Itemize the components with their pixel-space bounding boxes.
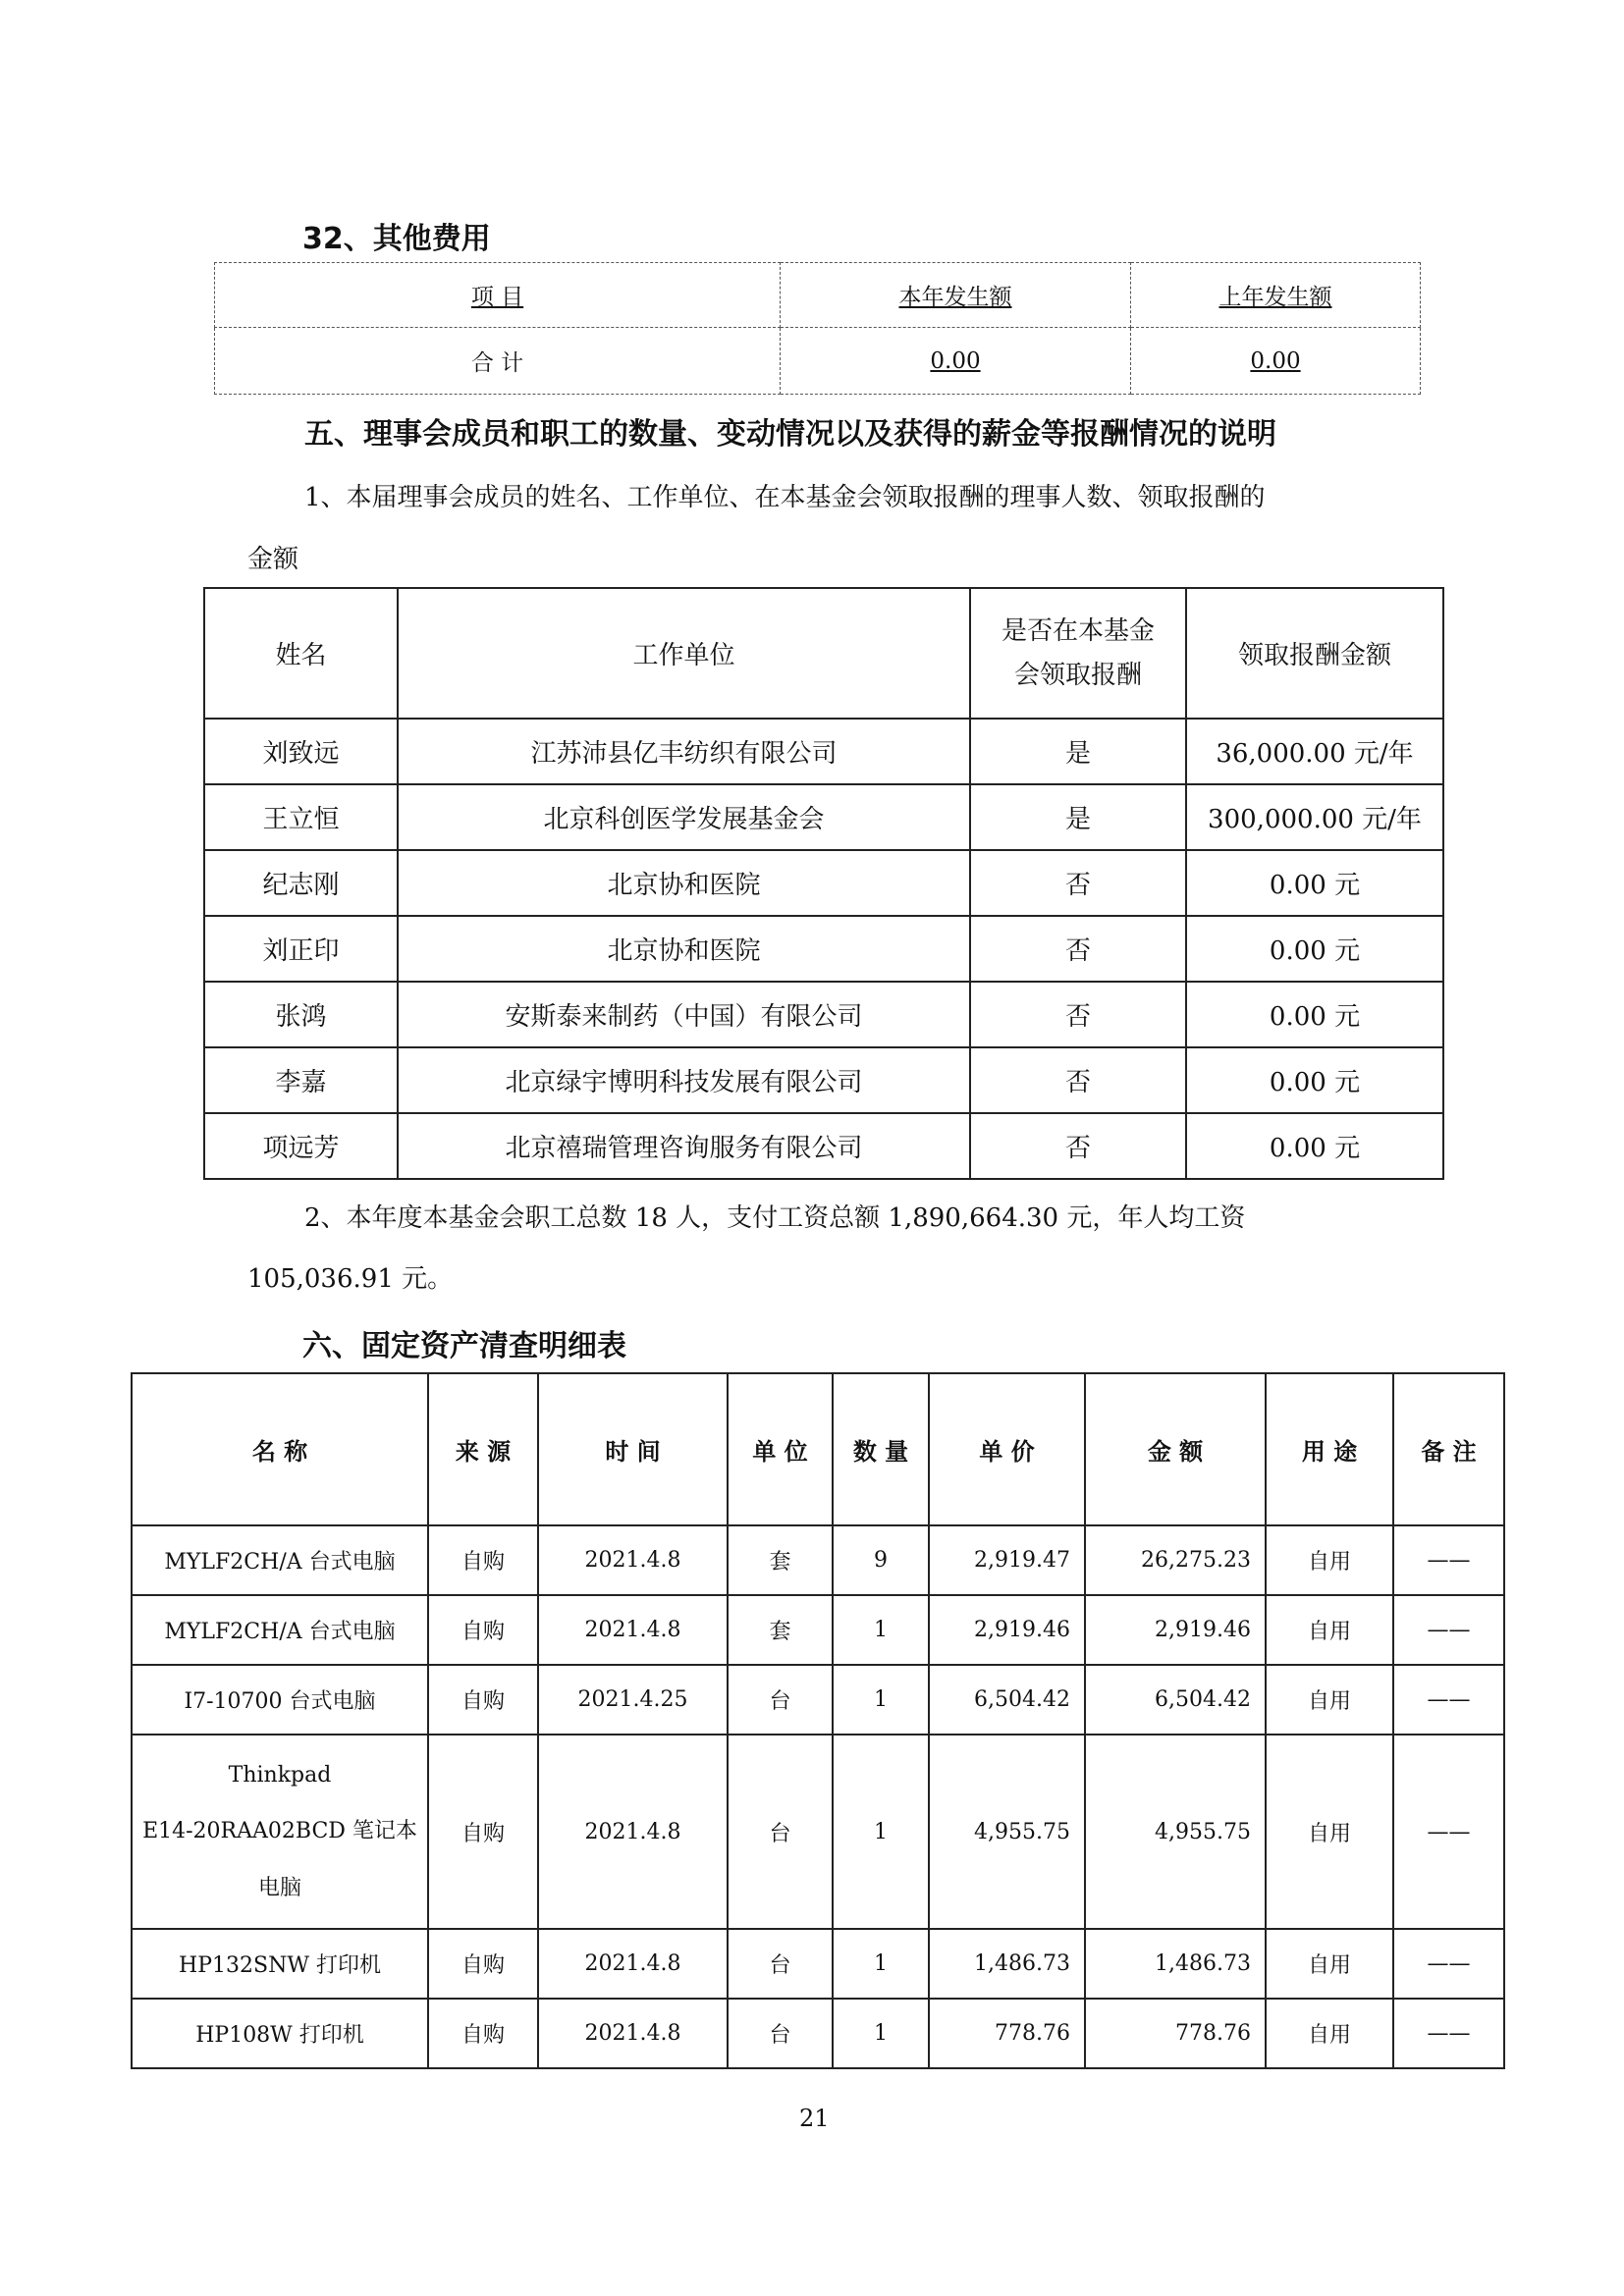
asset-qty: 1 [833,1929,929,1999]
asset-date: 2021.4.8 [538,1929,728,1999]
member-unit: 北京绿宇博明科技发展有限公司 [398,1047,970,1113]
member-amount: 0.00 元 [1186,916,1443,982]
asset-price: 2,919.46 [929,1595,1085,1665]
asset-use: 自用 [1266,1735,1393,1929]
asset-source: 自购 [428,1999,538,2068]
section-6-title: 六、固定资产清查明细表 [302,1329,626,1363]
asset-unit: 台 [728,1999,833,2068]
member-name: 刘致远 [204,719,398,784]
member-unit: 北京禧瑞管理咨询服务有限公司 [398,1113,970,1179]
col-header-paid-line1: 是否在本基金 [1001,616,1155,647]
col-header-name: 姓名 [204,588,398,719]
asset-amount: 778.76 [1085,1999,1266,2068]
asset-date: 2021.4.8 [538,1525,728,1595]
asset-name-line3: 电脑 [257,1875,301,1900]
asset-use: 自用 [1266,1999,1393,2068]
para2-line1: 2、本年度本基金会职工总数 18 人，支付工资总额 1,890,664.30 元，年人均工资 [304,1203,1246,1233]
asset-note: —— [1393,1665,1504,1735]
asset-use: 自用 [1266,1595,1393,1665]
asset-note: —— [1393,1735,1504,1929]
asset-name: I7-10700 台式电脑 [132,1665,428,1735]
col-header-name: 名 称 [132,1373,428,1525]
member-unit: 北京协和医院 [398,916,970,982]
asset-note: —— [1393,1595,1504,1665]
member-name: 纪志刚 [204,850,398,916]
member-paid: 否 [970,1113,1186,1179]
asset-name: HP108W 打印机 [132,1999,428,2068]
asset-source: 自购 [428,1735,538,1929]
asset-qty: 1 [833,1735,929,1929]
asset-use: 自用 [1266,1665,1393,1735]
col-header-date: 时 间 [538,1373,728,1525]
member-name: 张鸿 [204,982,398,1047]
col-header-item: 项 目 [215,263,781,328]
asset-name: HP132SNW 打印机 [132,1929,428,1999]
table-header-row [132,1373,1504,1525]
asset-source: 自购 [428,1595,538,1665]
member-unit: 安斯泰来制药（中国）有限公司 [398,982,970,1047]
member-paid: 是 [970,784,1186,850]
asset-price: 778.76 [929,1999,1085,2068]
asset-price: 6,504.42 [929,1665,1085,1735]
total-current: 0.00 [781,328,1131,395]
section-5-title: 五、理事会成员和职工的数量、变动情况以及获得的薪金等报酬情况的说明 [304,417,1276,452]
member-amount: 0.00 元 [1186,982,1443,1047]
table-row [204,1113,1443,1179]
asset-note: —— [1393,1999,1504,2068]
asset-qty: 1 [833,1665,929,1735]
asset-price: 4,955.75 [929,1735,1085,1929]
asset-price: 1,486.73 [929,1929,1085,1999]
col-header-paid-line2: 会领取报酬 [1013,660,1142,690]
table-row [204,916,1443,982]
member-paid: 否 [970,1047,1186,1113]
table-row [204,850,1443,916]
fixed-assets-table [131,1372,1505,2069]
col-header-current-year: 本年发生额 [781,263,1131,328]
table-header-row [215,263,1421,328]
page-number: 21 [799,2105,830,2132]
asset-source: 自购 [428,1665,538,1735]
member-paid: 否 [970,916,1186,982]
table-row [132,1929,1504,1999]
member-paid: 否 [970,982,1186,1047]
asset-qty: 1 [833,1999,929,2068]
asset-use: 自用 [1266,1929,1393,1999]
asset-date: 2021.4.8 [538,1999,728,2068]
table-row [132,1595,1504,1665]
member-amount: 36,000.00 元/年 [1186,719,1443,784]
asset-amount: 6,504.42 [1085,1665,1266,1735]
board-members-table [203,587,1444,1180]
asset-name: MYLF2CH/A 台式电脑 [132,1525,428,1595]
total-previous: 0.00 [1131,328,1421,395]
asset-unit: 台 [728,1665,833,1735]
asset-name: MYLF2CH/A 台式电脑 [132,1595,428,1665]
table-row [132,1665,1504,1735]
asset-amount: 1,486.73 [1085,1929,1266,1999]
member-name: 项远芳 [204,1113,398,1179]
asset-name-line2: E14-20RAA02BCD 笔记本 [142,1819,417,1844]
col-header-unit: 工作单位 [398,588,970,719]
total-row [215,328,1421,395]
col-header-paid [970,588,1186,719]
member-unit: 北京协和医院 [398,850,970,916]
asset-amount: 2,919.46 [1085,1595,1266,1665]
col-header-amount: 领取报酬金额 [1186,588,1443,719]
asset-date: 2021.4.8 [538,1735,728,1929]
asset-name-line1: Thinkpad [228,1763,332,1789]
col-header-price: 单 价 [929,1373,1085,1525]
table-row [204,982,1443,1047]
col-header-qty: 数 量 [833,1373,929,1525]
col-header-unit: 单 位 [728,1373,833,1525]
para2-line2: 105,036.91 元。 [247,1264,454,1294]
asset-use: 自用 [1266,1525,1393,1595]
asset-source: 自购 [428,1929,538,1999]
member-amount: 0.00 元 [1186,850,1443,916]
table-row [132,1525,1504,1595]
member-paid: 否 [970,850,1186,916]
member-unit: 江苏沛县亿丰纺织有限公司 [398,719,970,784]
member-name: 李嘉 [204,1047,398,1113]
table-row [204,784,1443,850]
col-header-source: 来 源 [428,1373,538,1525]
member-amount: 0.00 元 [1186,1047,1443,1113]
table-row [132,1735,1504,1929]
table-row [204,1047,1443,1113]
member-amount: 300,000.00 元/年 [1186,784,1443,850]
asset-amount: 4,955.75 [1085,1735,1266,1929]
para1-line1: 1、本届理事会成员的姓名、工作单位、在本基金会领取报酬的理事人数、领取报酬的 [304,483,1266,512]
total-label: 合 计 [215,328,781,395]
member-name: 王立恒 [204,784,398,850]
table-header-row [204,588,1443,719]
col-header-amount: 金 额 [1085,1373,1266,1525]
other-expenses-table [214,262,1421,395]
member-amount: 0.00 元 [1186,1113,1443,1179]
para1-line2: 金额 [247,545,299,574]
table-row [204,719,1443,784]
col-header-use: 用 途 [1266,1373,1393,1525]
table-row [132,1999,1504,2068]
asset-note: —— [1393,1929,1504,1999]
asset-unit: 台 [728,1735,833,1929]
member-unit: 北京科创医学发展基金会 [398,784,970,850]
asset-price: 2,919.47 [929,1525,1085,1595]
asset-source: 自购 [428,1525,538,1595]
asset-qty: 9 [833,1525,929,1595]
asset-note: —— [1393,1525,1504,1595]
asset-date: 2021.4.25 [538,1665,728,1735]
section-32-title: 32、其他费用 [302,222,491,256]
asset-date: 2021.4.8 [538,1595,728,1665]
member-name: 刘正印 [204,916,398,982]
asset-unit: 台 [728,1929,833,1999]
col-header-previous-year: 上年发生额 [1131,263,1421,328]
member-paid: 是 [970,719,1186,784]
col-header-note: 备 注 [1393,1373,1504,1525]
asset-unit: 套 [728,1525,833,1595]
asset-name [132,1735,428,1929]
asset-unit: 套 [728,1595,833,1665]
asset-amount: 26,275.23 [1085,1525,1266,1595]
asset-qty: 1 [833,1595,929,1665]
